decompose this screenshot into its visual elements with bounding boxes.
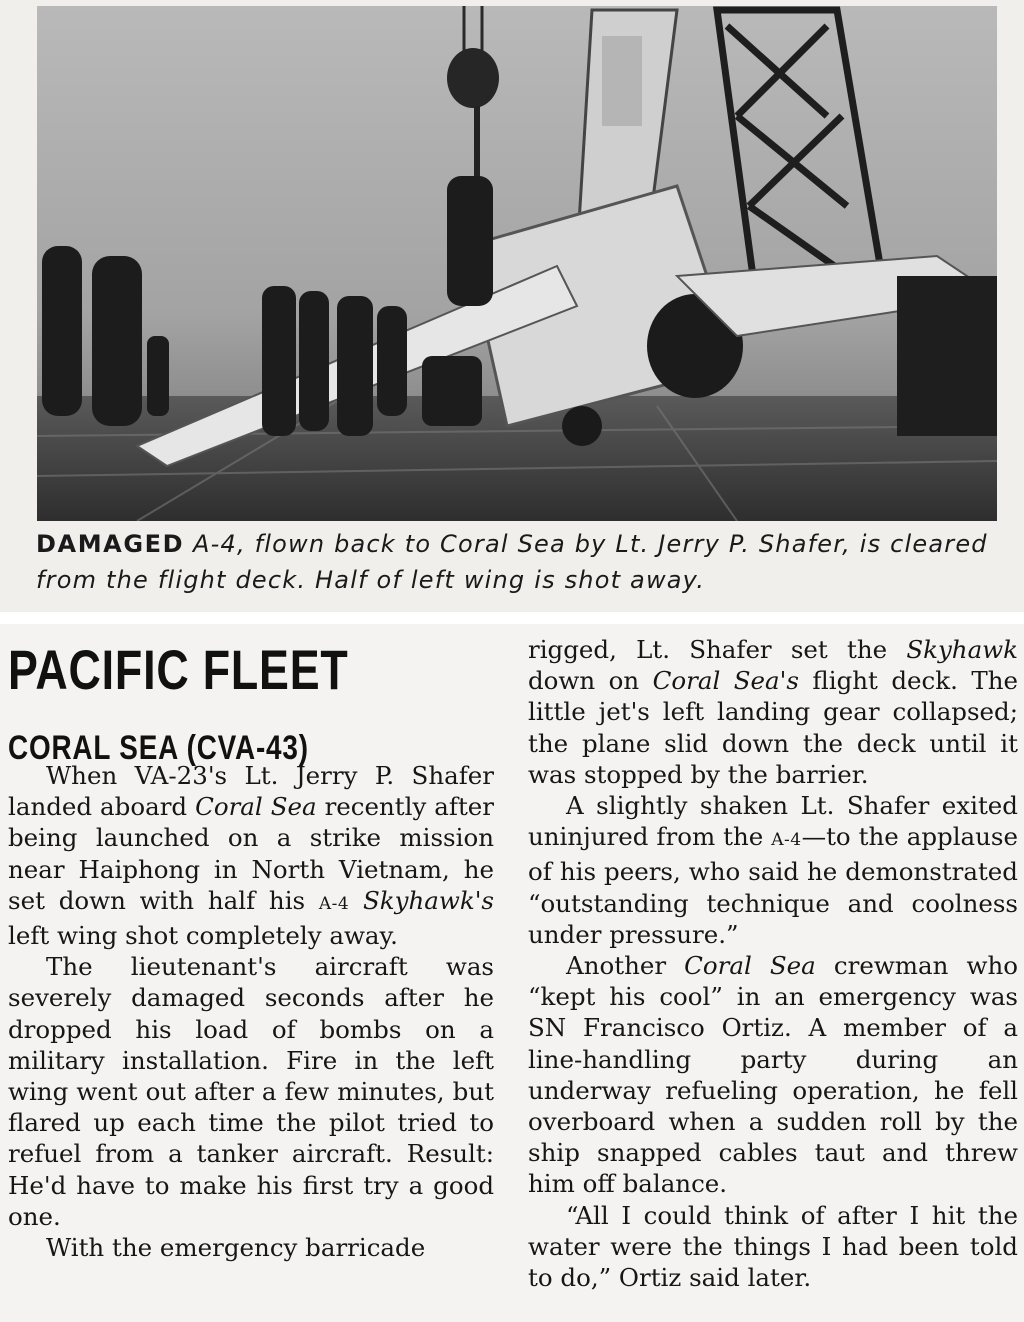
ship-name: Coral Sea <box>684 951 816 981</box>
text-run: crewman who “kept his cool” in an emergency was SN Francisco Ortiz. A member of a line-handling party during an underway refueling operation, he fell overboard when a sudden roll by the ship snapped cables taut and threw him off balance. <box>528 951 1018 1199</box>
text-run: Another <box>566 951 685 981</box>
aircraft-name: Skyhawk's <box>363 885 494 915</box>
paragraph <box>528 634 1018 790</box>
photo-block <box>0 0 1024 612</box>
text-run: flight deck. The little jet's left landing gear collapsed; the plane slid down the deck until it was stopped by the barrier. <box>528 666 1018 789</box>
text-run: down on <box>528 666 653 696</box>
aircraft-name: Skyhawk <box>906 635 1018 664</box>
text-run: rigged, Lt. Shafer set the <box>528 635 907 664</box>
text-run: When VA-23's Lt. Jerry P. Shafer landed aboard <box>8 761 494 822</box>
aircraft-photo-icon <box>37 6 997 521</box>
ship-name: Coral Sea <box>195 792 317 822</box>
left-column <box>8 760 494 1263</box>
text-run: —to the applause of his peers, who said he demonstrated “outstanding technique and coolness under pressure.” <box>528 822 1018 949</box>
paragraph: “All I could think of after I hit the water were the things I had been told to do,” Ortiz said later. <box>528 1200 1018 1293</box>
section-title: PACIFIC FLEET <box>8 638 349 701</box>
paragraph: With the emergency barricade <box>46 1233 426 1263</box>
paragraph <box>8 760 494 951</box>
ship-title: CORAL SEA (CVA-43) <box>8 729 309 767</box>
paragraph <box>528 790 1018 950</box>
text-run <box>349 886 363 915</box>
aircraft-designation: A-4 <box>318 893 350 914</box>
text-run: A slightly shaken Lt. Shafer exited uninjured from the <box>528 791 1018 852</box>
article <box>0 624 1024 1322</box>
text-run: left wing shot completely away. <box>8 921 398 951</box>
right-column <box>528 634 1018 1293</box>
divider <box>0 612 1024 624</box>
text-run: recently after being launched on a strike mission near Haiphong in North Vietnam, he set down with half his <box>8 792 494 915</box>
aircraft-designation: A-4 <box>771 830 802 851</box>
paragraph: The lieutenant's aircraft was severely damaged seconds after he dropped his load of bombs on a military installation. Fire in the left wing went out after a few minutes, but flared up each time the pilot tried to refuel from a tanker aircraft. Result: He'd have to make his first try a good one. <box>8 952 494 1231</box>
damaged-aircraft-photo <box>37 6 997 521</box>
ship-name: Coral Sea's <box>652 666 799 696</box>
paragraph <box>528 950 1018 1200</box>
photo-caption <box>36 526 1006 598</box>
caption-lead: DAMAGED <box>36 530 185 558</box>
caption-text: A-4, flown back to Coral Sea by Lt. Jerry P. Shafer, is cleared from the flight deck. Half of left wing is shot away. <box>36 530 988 594</box>
